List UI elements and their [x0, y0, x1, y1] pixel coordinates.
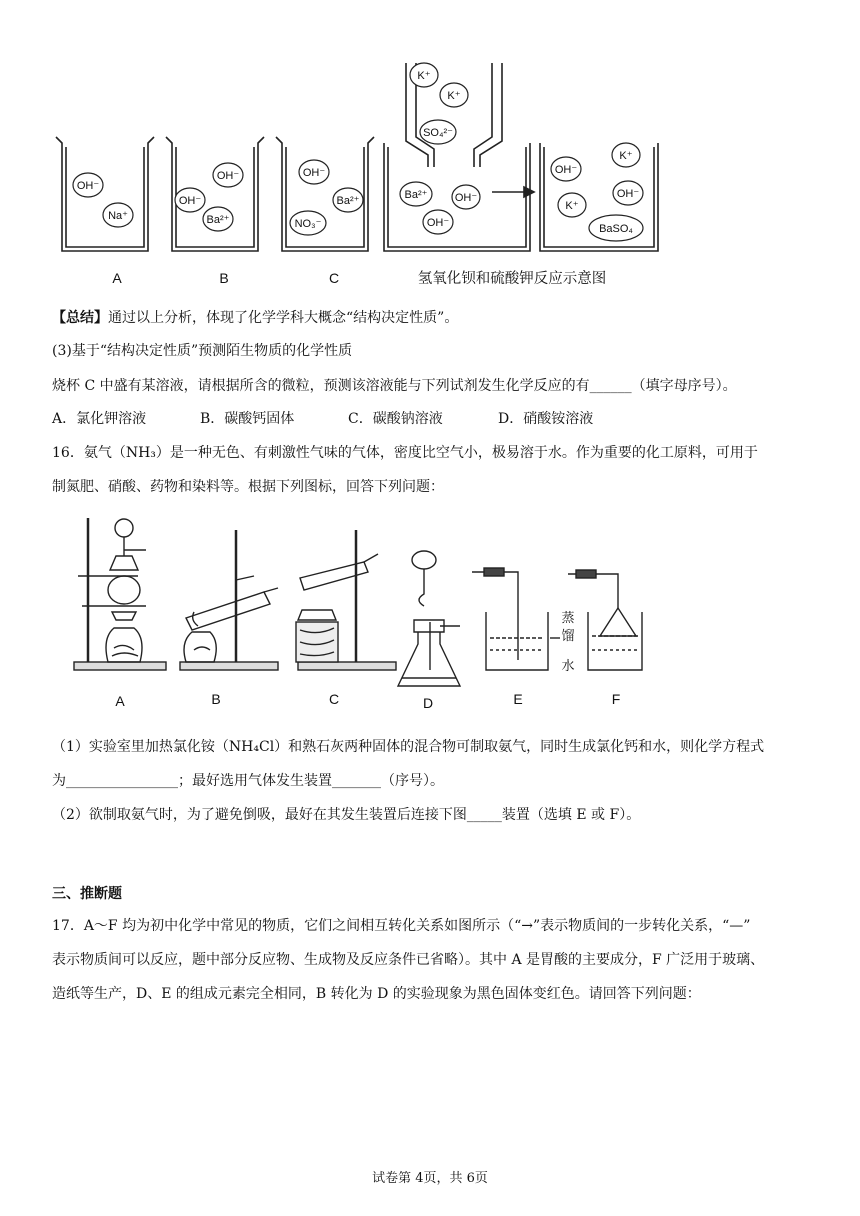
- ion-no3: NO₃⁻: [294, 218, 322, 230]
- ion-oh: OH⁻: [76, 180, 100, 192]
- label-apparatus-f: F: [611, 691, 621, 707]
- ion-beaker-figure: [52, 55, 672, 295]
- water-label-2: 馏: [561, 628, 575, 643]
- label-apparatus-a: A: [115, 693, 125, 709]
- summary-text: 通过以上分析，体现了化学学科大概念“结构决定性质”。: [108, 310, 459, 326]
- ion-k: K⁺: [619, 150, 633, 162]
- water-label-3: 水: [561, 658, 575, 673]
- ion-oh: OH⁻: [454, 192, 478, 204]
- q16-sub2: （2）欲制取氨气时，为了避免倒吸，最好在其发生装置后连接下图_____装置（选填 E 或 F）。: [52, 807, 641, 823]
- label-a: A: [112, 270, 122, 286]
- label-apparatus-e: E: [513, 691, 523, 707]
- summary-line: [52, 309, 458, 327]
- apparatus-e: [472, 568, 560, 670]
- ion-ba: Ba²⁺: [404, 189, 428, 201]
- ion-na: Na⁺: [108, 210, 128, 222]
- reaction-arrow: [492, 187, 534, 197]
- ion-oh: OH⁻: [302, 167, 326, 179]
- ion-ba: Ba²⁺: [336, 195, 360, 207]
- section-heading: 三、推断题: [52, 886, 122, 902]
- q16-sub1-line1: （1）实验室里加热氯化铵（NH₄Cl）和熟石灰两种固体的混合物可制取氨气，同时生成氯化钙和水，则化学方程式: [52, 739, 765, 755]
- q16-line1: 16．氨气（NH₃）是一种无色、有刺激性气味的气体，密度比空气小，极易溶于水。作为重要的化工原料，可用于: [52, 445, 758, 461]
- apparatus-a: [74, 518, 166, 670]
- q17-line1: 17．A～F 均为初中化学中常见的物质，它们之间相互转化关系如图所示（“→”表示物质间的一步转化关系，“—”: [52, 918, 751, 934]
- apparatus-f: [568, 570, 642, 670]
- apparatus-figure: [68, 510, 658, 715]
- label-b: B: [219, 270, 229, 286]
- option-d: D．硝酸铵溶液: [498, 411, 594, 427]
- option-a: A．氯化钾溶液: [52, 411, 147, 427]
- ion-k: K⁺: [565, 200, 579, 212]
- label-apparatus-d: D: [422, 695, 434, 711]
- label-c: C: [328, 270, 340, 286]
- q16-line2: 制氮肥、硝酸、药物和染料等。根据下列图标，回答下列问题：: [52, 479, 444, 495]
- ion-k: K⁺: [447, 90, 461, 102]
- ion-oh: OH⁻: [616, 188, 640, 200]
- label-apparatus-b: B: [211, 691, 221, 707]
- q17-line2: 表示物质间可以反应，题中部分反应物、生成物及反应条件已省略）。其中 A 是胃酸的主要成分，F 广泛用于玻璃、: [52, 952, 765, 968]
- q3-question: 烧杯 C 中盛有某溶液，请根据所含的微粒，预测该溶液能与下列试剂发生化学反应的有______（填字母序号）。: [52, 378, 737, 394]
- option-b: B．碳酸钙固体: [200, 411, 295, 427]
- ion-k: K⁺: [417, 70, 431, 82]
- summary-tag: 【总结】: [52, 310, 108, 326]
- ion-oh: OH⁻: [216, 170, 240, 182]
- ion-oh: OH⁻: [554, 164, 578, 176]
- label-apparatus-c: C: [328, 691, 340, 707]
- option-c: C．碳酸钠溶液: [348, 411, 443, 427]
- ion-oh: OH⁻: [426, 217, 450, 229]
- page-footer: 试卷第 4页，共 6页: [372, 1171, 488, 1186]
- q3-options: [52, 410, 593, 428]
- ion-oh: OH⁻: [178, 195, 202, 207]
- water-label-1: 蒸: [561, 610, 575, 625]
- beaker-a: [56, 137, 154, 251]
- q3-heading: (3)基于“结构决定性质”预测陌生物质的化学性质: [52, 343, 353, 359]
- apparatus-d: [398, 551, 460, 686]
- ion-beaker-svg: [52, 55, 672, 295]
- ion-ba: Ba²⁺: [206, 214, 230, 226]
- ion-so4: SO₄²⁻: [423, 127, 453, 139]
- q17-line3: 造纸等生产，D、E 的组成元素完全相同，B 转化为 D 的实验现象为黑色固体变红色。请回答下列问题：: [52, 986, 701, 1002]
- precipitate-baso4: BaSO₄: [599, 223, 633, 235]
- apparatus-c: [296, 530, 396, 670]
- apparatus-b: [180, 530, 278, 670]
- figure-caption: 氢氧化钡和硫酸钾反应示意图: [417, 271, 607, 287]
- apparatus-svg: [68, 510, 658, 715]
- q16-sub1-line2: 为________________；最好选用气体发生装置_______（序号）。: [52, 773, 444, 789]
- funnel-right: [480, 63, 502, 167]
